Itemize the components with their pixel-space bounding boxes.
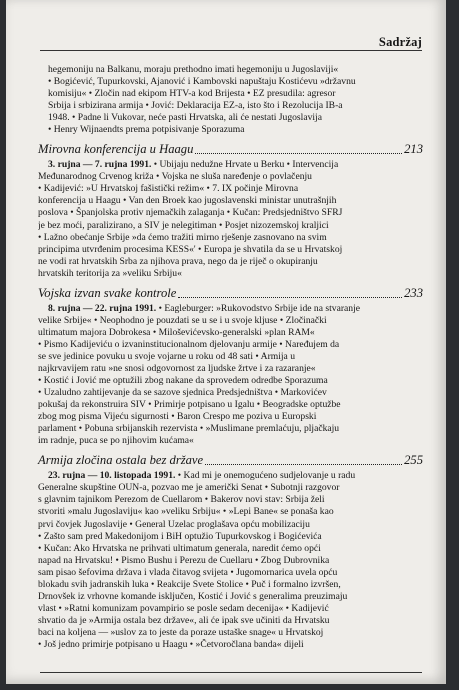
text-line: je bez moći, paralizirano, a SIV je nelegitiman • Posjet nizozemskoj kraljici xyxy=(38,219,329,231)
text-line: napad na Hrvatsku! • Pismo Bushu i Perezu de Cuellaru • Zbog Dubrovnika xyxy=(38,554,330,566)
text-line xyxy=(38,159,423,171)
text-line: se sve jedinice povuku u svoje vojarne u roku od 48 sati • Armija u xyxy=(38,350,296,362)
text-line: s glavnim tajnikom Perezom de Cuellarom • Bakerov novi stav: Srbija želi xyxy=(38,494,325,506)
text-line: • Kostić i Jović me optužili zbog nakane da sprovedem odredbe Sporazuma xyxy=(38,375,328,387)
chapter-heading[interactable] xyxy=(38,286,423,301)
text-line: • Kučan: Ako Hrvatska ne prihvati ultimatum generala, naredit ćemo opći xyxy=(38,542,321,554)
text-line: konferencija u Haagu • Van den Broek kao jugoslavenski ministar unutrašnjih xyxy=(38,195,337,207)
text-line: • Pismo Kadijeviću o izvaninstitucionalnom djelovanju armije • Naređujem da xyxy=(38,338,340,350)
date-range: 8. rujna — 22. rujna 1991. xyxy=(48,302,157,314)
text-line: zbog mog pisma Vijeću sigurnosti • Baron Crespo me poziva u Europski xyxy=(38,411,317,423)
text-line: vlast • »Ratni komunizam povampirio se posle sedam decenija« • Kadijević xyxy=(38,602,329,614)
chapter-page-number: 213 xyxy=(404,142,423,157)
book-page xyxy=(6,0,446,684)
text-line: ne vodi rat hrvatskih Srba za njihova prava, nego da je riječ o okupiranju xyxy=(38,255,318,267)
text-run: • Ubijaju nedužne Hrvate u Berku • Intervencija xyxy=(151,159,339,171)
chapter-summary xyxy=(38,159,423,279)
text-line: 1948. • Padne li Vukovar, neće pasti Hrvatska, ali će nestati Jugoslavija xyxy=(48,112,322,124)
text-line: baci na koljena — »uslov za to jeste da poraze ustaške snage« u Hrvatskoj xyxy=(38,626,324,638)
date-range: 23. rujna — 10. listopada 1991. xyxy=(48,470,176,482)
chapter-summary xyxy=(38,470,423,651)
chapter-title: Armija zločina ostala bez države xyxy=(38,453,204,468)
text-line: Srbija i srbizirana armija • Jović: Deklaracija EZ-a, isto što i Rezolucija IB-a xyxy=(48,100,343,112)
text-line: • Bogićević, Tupurkovski, Ajanović i Kambovski napuštaju Kostićevu »državnu xyxy=(48,76,356,88)
chapter-page-number: 255 xyxy=(404,453,423,468)
text-line: hegemoniju na Balkanu, moraju prethodno imati hegemoniju u Jugoslaviji« xyxy=(48,64,339,75)
text-line: poslova • Španjolska protiv njemačkih zalaganja • Kučan: Predsjedništvo SFRJ xyxy=(38,207,343,219)
text-line: velike Srbije« • Neophodno je pouzdati se u se i u svoje kljuse • Zločinački xyxy=(38,314,327,326)
text-line: stvoriti »malu Jugoslaviju« kao »veliku Srbiju« • »Lepi Bane« se ponaša kao xyxy=(38,506,334,518)
text-line: pokušaj da rekonstruira SIV • Primirje potpisano u Igalu • Beogradske optužbe xyxy=(38,399,341,411)
text-line: • Lažno obećanje Srbije »da ćemo tražiti mirno rješenje zasnovano na svim xyxy=(38,231,327,243)
date-range: 3. rujna — 7. rujna 1991. xyxy=(48,159,152,171)
text-line: blokadu svih jadranskih luka • Reakcije Svete Stolice • Puč i formalno izvršen, xyxy=(38,578,341,590)
intro-entry xyxy=(38,64,423,136)
text-line: shvatio da je »Armija ostala bez države«, ali će ipak sve učiniti da Hrvatsku xyxy=(38,614,330,626)
chapter-page-number: 233 xyxy=(404,285,423,300)
chapter-summary xyxy=(38,303,423,448)
text-line: prvi čovjek Jugoslavije • General Uzelac proglašava opću mobilizaciju xyxy=(38,518,310,530)
text-line xyxy=(38,303,423,315)
text-line: Međunarodnog Crvenog križa • Vojska ne sluša naređenje o povlačenju xyxy=(38,171,312,183)
text-line: komisiju« • Zločin nad ekipom HTV-a kod Brijesta • EZ presudila: agresor xyxy=(48,88,336,100)
chapter-title: Vojska izvan svake kontrole xyxy=(38,285,177,300)
text-run: • Kad mi je onemogućeno sudjelovanje u radu xyxy=(175,470,356,482)
leader-dots xyxy=(205,464,402,465)
header-rule xyxy=(40,50,422,51)
running-header: Sadržaj xyxy=(378,35,422,49)
text-line: • Kadijević: »U Hrvatskoj fašistički režim« • 7. IX počinje Mirovna xyxy=(38,183,299,195)
text-line: ultimatum majora Dobrokesa • Miloševićevsko-generalski »plan RAM« xyxy=(38,326,315,338)
text-line: im radnje, puca se po njihovim kućama« xyxy=(38,435,194,447)
text-line: principima utvrđenim procesima KESS«' • Europa je shvatila da se u Hrvatskoj xyxy=(38,243,343,255)
chapter-heading[interactable] xyxy=(38,453,423,468)
text-line: Drnovšek iz vrhovne komande isključen, Kostić i Jović s generalima preuzimaju xyxy=(38,590,348,602)
text-line: najkrvavijem ratu »ne snosi odgovornost za ljudske žrtve i za razaranje« xyxy=(38,362,316,374)
text-line xyxy=(38,470,423,482)
text-line: hrvatskih teritorija za »veliku Srbiju« xyxy=(38,267,182,279)
text-line: • Uzaludno zahtijevanje da se sazove sjednica Predsjedništva • Markovićev xyxy=(38,387,327,399)
text-run: • Eagleburger: »Rukovodstvo Srbije ide na stvaranje xyxy=(156,302,361,314)
text-line: • Još jedno primirje potpisano u Haagu • »Četvoročlana banda« dijeli xyxy=(38,638,304,650)
text-line: • Henry Wijnaendts prema potpisivanje Sporazuma xyxy=(48,124,245,136)
footer-rule xyxy=(40,672,422,673)
text-line: Generalne skupštine OUN-a, pozvao me je američki Senat • Subotnji razgovor xyxy=(38,482,340,494)
contents-column xyxy=(38,64,423,651)
chapter-heading[interactable] xyxy=(38,142,423,157)
text-line: • Zašto sam pred Makedonijom i BiH optužio Tupurkovskog i Bogićevića xyxy=(38,530,322,542)
leader-dots xyxy=(178,297,402,298)
text-line: sam pisao šefovima država i vlada čitavog svijeta • Jugomornarica uvela opću xyxy=(38,566,338,578)
leader-dots xyxy=(195,153,402,154)
text-line: parlament • Pobuna srbijanskih rezervista • »Muslimane premlaćuju, pljačkaju xyxy=(38,423,340,435)
chapter-title: Mirovna konferencija u Haagu xyxy=(38,142,194,157)
